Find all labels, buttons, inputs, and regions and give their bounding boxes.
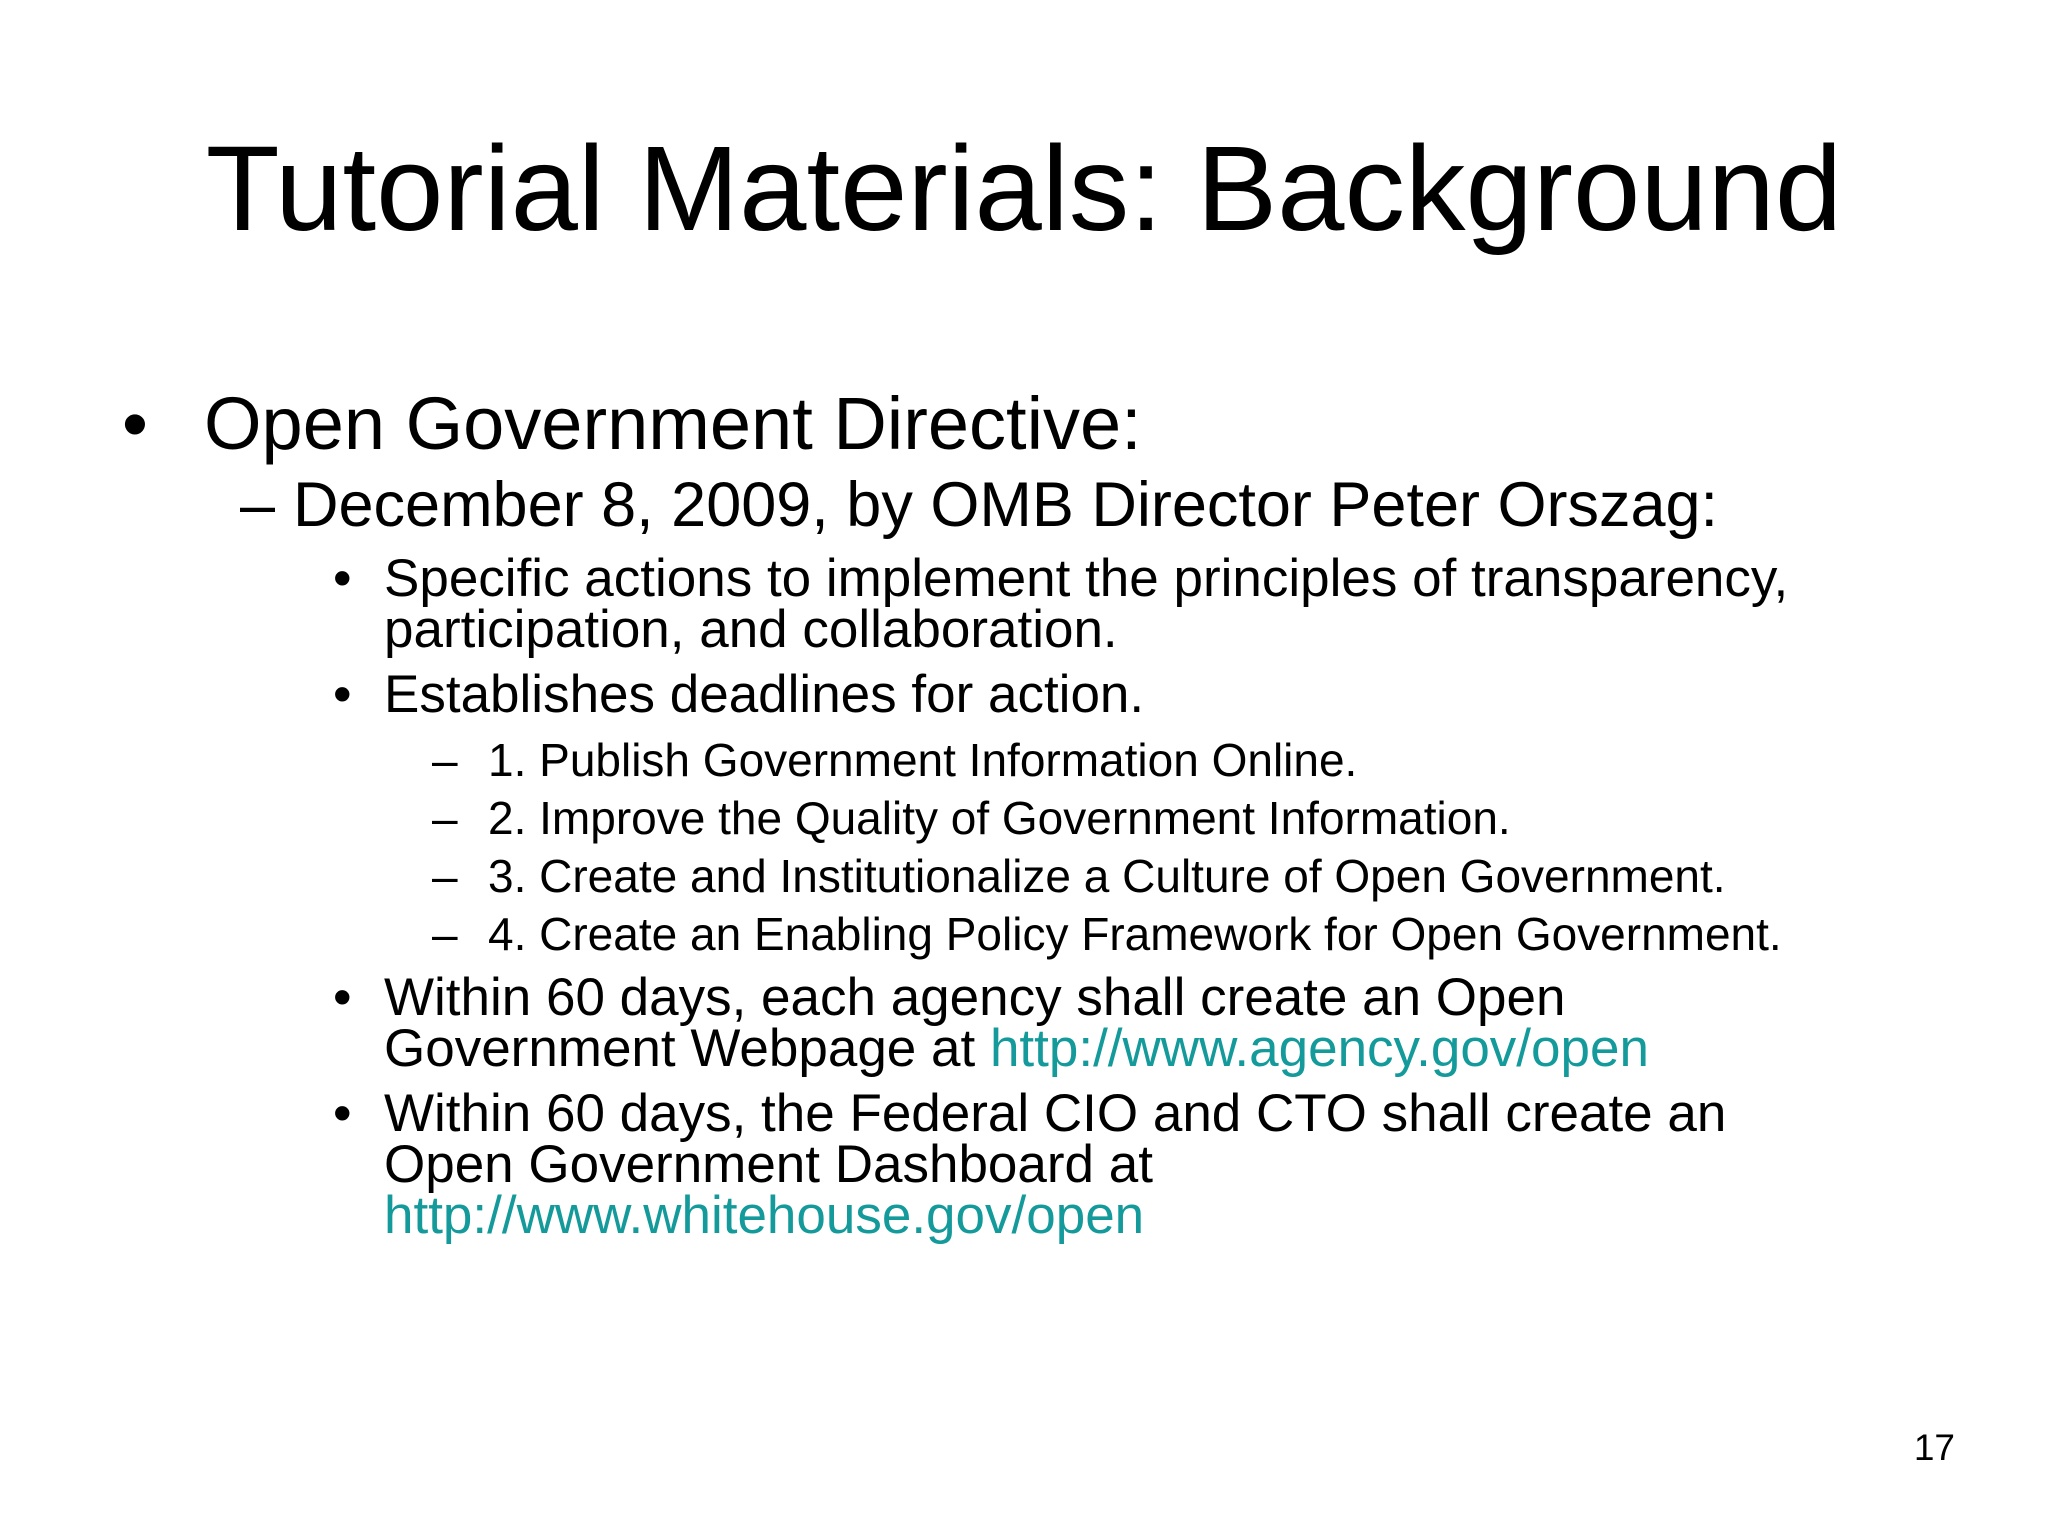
deadline-item: 1. Publish Government Information Online.	[488, 734, 1358, 786]
page-number: 17	[1913, 1427, 1955, 1468]
deadline-item: 3. Create and Institutionalize a Culture of Open Government.	[488, 850, 1726, 902]
bullet-marker: •	[122, 382, 148, 465]
bullet-marker: •	[333, 549, 352, 608]
bullet-marker: •	[333, 665, 352, 724]
dash-marker: –	[432, 792, 458, 844]
whitehouse-open-link[interactable]: http://www.whitehouse.gov/open	[384, 1186, 1145, 1245]
agency-webpage-line-1: Within 60 days, each agency shall create an Open	[384, 968, 1566, 1027]
dash-marker: –	[432, 734, 458, 786]
bullet-marker: •	[333, 968, 352, 1027]
establishes-deadlines-line: Establishes deadlines for action.	[384, 665, 1145, 724]
agency-open-link[interactable]: http://www.agency.gov/open	[989, 1019, 1649, 1078]
dashboard-line-1: Within 60 days, the Federal CIO and CTO shall create an	[384, 1084, 1727, 1143]
slide-title: Tutorial Materials: Background	[205, 120, 1843, 256]
dash-marker: –	[432, 908, 458, 960]
agency-webpage-text: Government Webpage at	[384, 1019, 990, 1078]
open-government-directive-heading: Open Government Directive:	[204, 382, 1142, 465]
directive-date-line: December 8, 2009, by OMB Director Peter Orszag:	[293, 470, 1719, 540]
bullet-marker: •	[333, 1084, 352, 1143]
deadline-item: 4. Create an Enabling Policy Framework for Open Government.	[488, 908, 1782, 960]
deadline-item: 2. Improve the Quality of Government Information.	[488, 792, 1511, 844]
dashboard-line-2: Open Government Dashboard at	[384, 1135, 1153, 1194]
dash-marker: –	[432, 850, 458, 902]
specific-actions-line-1: Specific actions to implement the principles of transparency,	[384, 549, 1789, 608]
specific-actions-line-2: participation, and collaboration.	[384, 600, 1118, 659]
dash-marker: –	[240, 470, 276, 540]
agency-webpage-line-2	[384, 1019, 1649, 1078]
